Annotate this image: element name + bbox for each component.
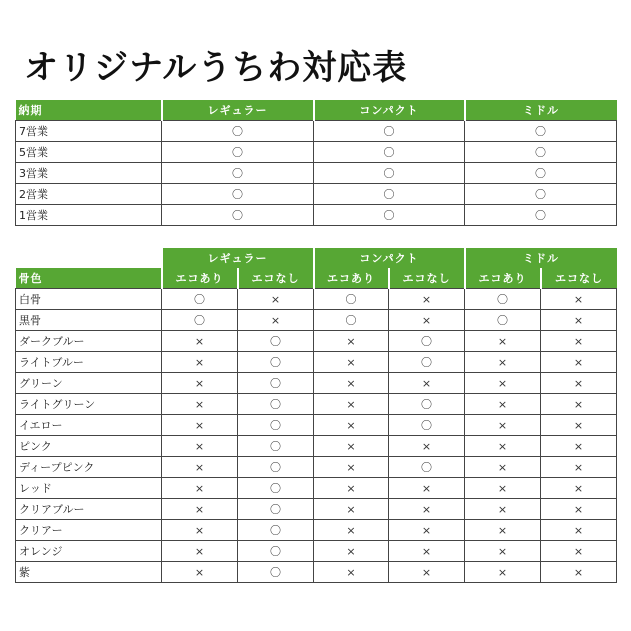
table-row [16, 205, 617, 226]
table-row [16, 520, 617, 541]
availability-cell: × [162, 478, 238, 499]
availability-cell: × [314, 415, 389, 436]
availability-cell: 〇 [465, 310, 541, 331]
availability-cell: 〇 [314, 121, 465, 142]
table-row [16, 352, 617, 373]
availability-cell: × [465, 520, 541, 541]
availability-cell: 〇 [238, 373, 314, 394]
availability-cell: × [389, 289, 465, 310]
table-row [16, 562, 617, 583]
table-row [16, 331, 617, 352]
availability-cell: 〇 [389, 331, 465, 352]
availability-cell: × [465, 457, 541, 478]
delivery-header-row [16, 100, 617, 121]
availability-cell: × [314, 478, 389, 499]
availability-cell: 〇 [465, 289, 541, 310]
availability-cell: 〇 [238, 331, 314, 352]
table-row [16, 415, 617, 436]
availability-cell: 〇 [314, 163, 465, 184]
availability-cell: × [465, 562, 541, 583]
availability-cell: 〇 [238, 352, 314, 373]
table-row [16, 394, 617, 415]
availability-cell: × [314, 499, 389, 520]
table-row [16, 478, 617, 499]
color-group-header-row [16, 248, 617, 268]
availability-cell: × [389, 541, 465, 562]
header-regular: レギュラー [162, 100, 314, 121]
availability-cell: × [162, 562, 238, 583]
row-label: 3営業 [16, 163, 162, 184]
group-header-regular: レギュラー [162, 248, 314, 268]
availability-cell: 〇 [162, 121, 314, 142]
availability-cell: 〇 [314, 310, 389, 331]
availability-cell: × [389, 373, 465, 394]
availability-cell: × [162, 415, 238, 436]
availability-cell: 〇 [162, 289, 238, 310]
availability-cell: × [541, 478, 617, 499]
availability-cell: × [162, 436, 238, 457]
availability-cell: × [314, 457, 389, 478]
availability-cell: × [389, 310, 465, 331]
availability-cell: 〇 [314, 205, 465, 226]
availability-cell: 〇 [465, 163, 617, 184]
sub-header-eco-no: エコなし [389, 268, 465, 289]
availability-cell: 〇 [465, 142, 617, 163]
table-row [16, 457, 617, 478]
row-label: ピンク [16, 436, 162, 457]
availability-cell: 〇 [238, 520, 314, 541]
availability-cell: × [238, 310, 314, 331]
table-row [16, 184, 617, 205]
delivery-header-label: 納期 [16, 100, 162, 121]
sub-header-eco-yes: エコあり [465, 268, 541, 289]
row-label: グリーン [16, 373, 162, 394]
availability-cell: 〇 [314, 289, 389, 310]
availability-cell: 〇 [389, 457, 465, 478]
availability-cell: × [465, 415, 541, 436]
availability-cell: 〇 [238, 541, 314, 562]
table-row [16, 310, 617, 331]
availability-cell: × [541, 499, 617, 520]
availability-cell: × [389, 499, 465, 520]
availability-cell: × [541, 310, 617, 331]
availability-cell: × [465, 331, 541, 352]
row-label: オレンジ [16, 541, 162, 562]
availability-cell: × [465, 478, 541, 499]
color-table [15, 248, 617, 583]
availability-cell: × [541, 289, 617, 310]
row-label: ライトグリーン [16, 394, 162, 415]
availability-cell: × [314, 562, 389, 583]
row-label: 紫 [16, 562, 162, 583]
availability-cell: × [541, 436, 617, 457]
availability-cell: 〇 [389, 394, 465, 415]
page-title: オリジナルうちわ対応表 [24, 48, 408, 88]
row-header-bone-color: 骨色 [16, 268, 162, 289]
table-row [16, 289, 617, 310]
availability-cell: × [162, 457, 238, 478]
availability-cell: 〇 [162, 310, 238, 331]
availability-cell: × [314, 541, 389, 562]
delivery-table [15, 100, 617, 226]
table-row [16, 121, 617, 142]
availability-cell: × [162, 394, 238, 415]
availability-cell: × [541, 394, 617, 415]
availability-cell: × [465, 541, 541, 562]
table-row [16, 541, 617, 562]
availability-cell: 〇 [465, 205, 617, 226]
availability-cell: × [389, 562, 465, 583]
availability-cell: × [162, 373, 238, 394]
row-label: 黒骨 [16, 310, 162, 331]
availability-cell: 〇 [238, 499, 314, 520]
row-label: レッド [16, 478, 162, 499]
availability-cell: × [541, 352, 617, 373]
availability-cell: × [541, 373, 617, 394]
availability-cell: 〇 [238, 436, 314, 457]
row-label: 7営業 [16, 121, 162, 142]
availability-cell: × [541, 562, 617, 583]
availability-cell: 〇 [238, 478, 314, 499]
color-sub-header-row [16, 268, 617, 289]
availability-cell: × [465, 394, 541, 415]
row-label: 白骨 [16, 289, 162, 310]
availability-cell: × [314, 520, 389, 541]
header-middle: ミドル [465, 100, 617, 121]
availability-cell: × [541, 520, 617, 541]
table-row [16, 499, 617, 520]
availability-cell: 〇 [465, 184, 617, 205]
availability-cell: × [162, 541, 238, 562]
availability-cell: 〇 [238, 415, 314, 436]
availability-cell: 〇 [238, 562, 314, 583]
table-row [16, 373, 617, 394]
availability-cell: 〇 [238, 394, 314, 415]
sub-header-eco-yes: エコあり [162, 268, 238, 289]
availability-cell: × [541, 331, 617, 352]
availability-cell: × [314, 331, 389, 352]
availability-cell: 〇 [314, 142, 465, 163]
availability-cell: 〇 [389, 352, 465, 373]
availability-cell: × [465, 499, 541, 520]
availability-cell: × [162, 499, 238, 520]
availability-cell: 〇 [314, 184, 465, 205]
availability-cell: × [389, 436, 465, 457]
group-header-middle: ミドル [465, 248, 617, 268]
blank-header-cell [16, 248, 162, 268]
availability-cell: × [162, 352, 238, 373]
row-label: 5営業 [16, 142, 162, 163]
availability-cell: 〇 [389, 415, 465, 436]
sub-header-eco-yes: エコあり [314, 268, 389, 289]
row-label: ライトブルー [16, 352, 162, 373]
availability-cell: 〇 [162, 142, 314, 163]
availability-cell: 〇 [162, 205, 314, 226]
availability-cell: × [465, 436, 541, 457]
table-row [16, 163, 617, 184]
table-row [16, 142, 617, 163]
availability-cell: × [314, 436, 389, 457]
availability-cell: × [238, 289, 314, 310]
availability-cell: × [465, 373, 541, 394]
availability-cell: 〇 [465, 121, 617, 142]
sub-header-eco-no: エコなし [541, 268, 617, 289]
availability-cell: × [541, 457, 617, 478]
table-row [16, 436, 617, 457]
availability-cell: × [314, 352, 389, 373]
availability-cell: × [465, 352, 541, 373]
row-label: クリアー [16, 520, 162, 541]
group-header-compact: コンパクト [314, 248, 465, 268]
row-label: 1営業 [16, 205, 162, 226]
header-compact: コンパクト [314, 100, 465, 121]
availability-cell: × [314, 373, 389, 394]
availability-cell: 〇 [162, 163, 314, 184]
availability-cell: × [541, 415, 617, 436]
sub-header-eco-no: エコなし [238, 268, 314, 289]
row-label: クリアブルー [16, 499, 162, 520]
row-label: 2営業 [16, 184, 162, 205]
availability-cell: × [389, 520, 465, 541]
availability-cell: × [162, 331, 238, 352]
availability-cell: 〇 [238, 457, 314, 478]
availability-cell: × [541, 541, 617, 562]
row-label: ディープピンク [16, 457, 162, 478]
availability-cell: 〇 [162, 184, 314, 205]
availability-cell: × [314, 394, 389, 415]
row-label: ダークブルー [16, 331, 162, 352]
availability-cell: × [162, 520, 238, 541]
row-label: イエロー [16, 415, 162, 436]
availability-cell: × [389, 478, 465, 499]
